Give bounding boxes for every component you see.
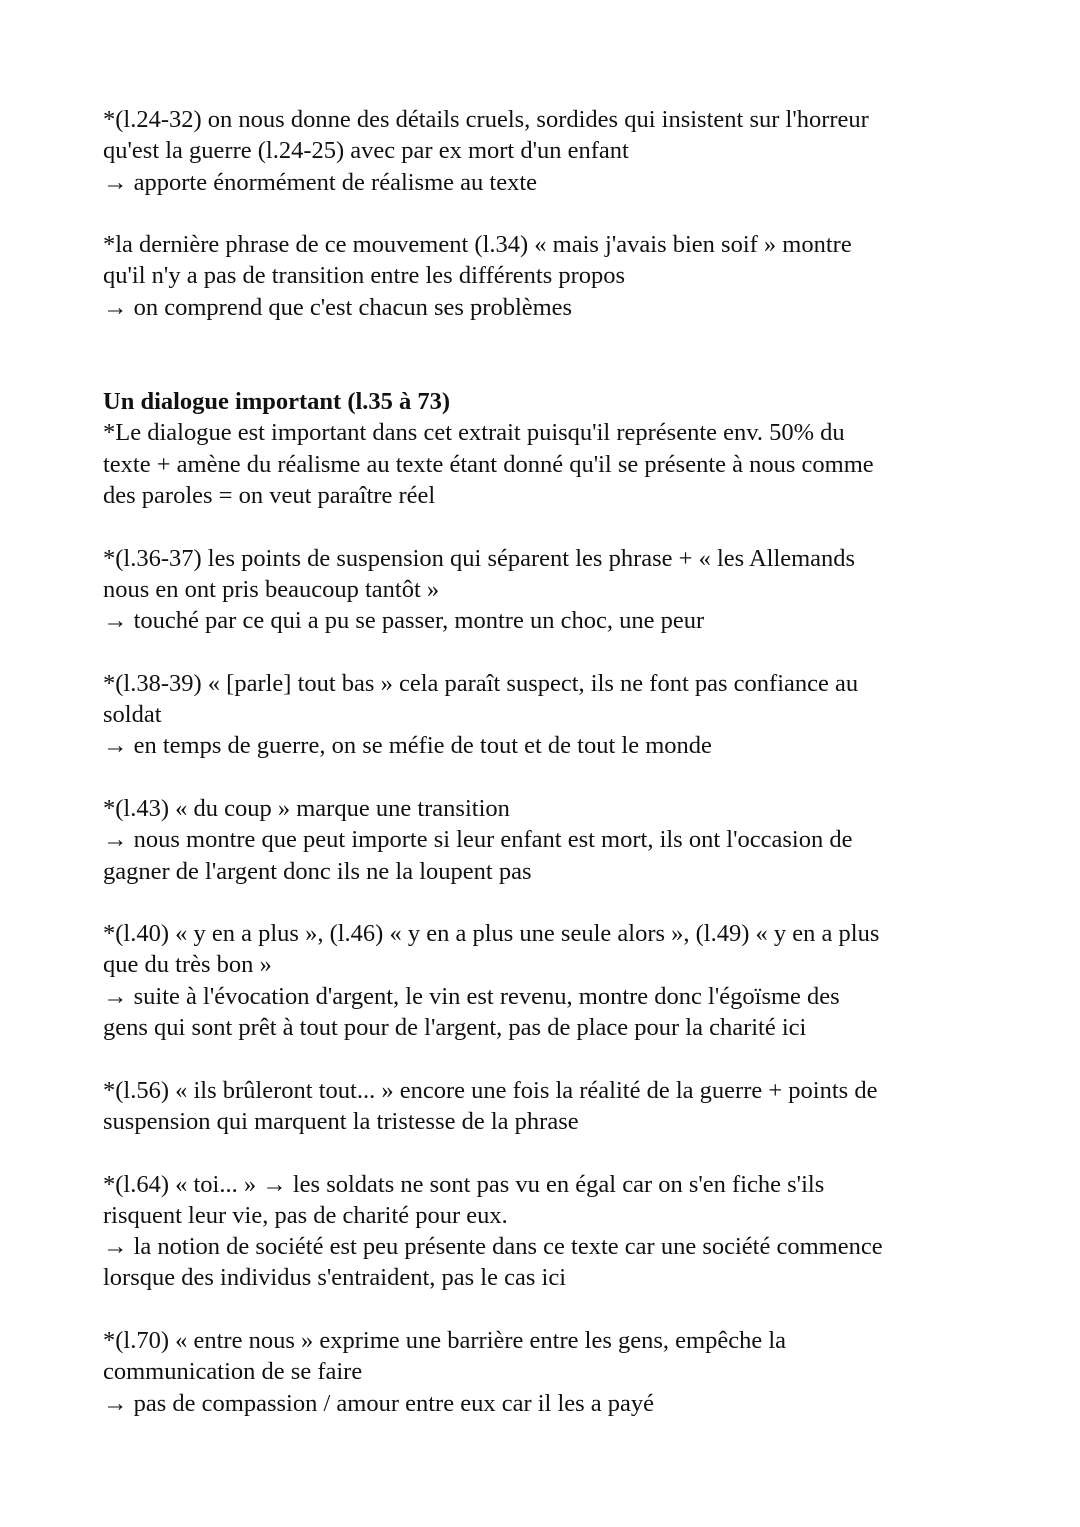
paragraph-spacer <box>103 762 1003 793</box>
paragraph-spacer <box>103 198 1003 229</box>
text-line: qu'il n'y a pas de transition entre les différents propos <box>103 262 626 290</box>
text-line: communication de se faire <box>103 1358 363 1386</box>
text-line: suspension qui marquent la tristesse de la phrase <box>103 1107 579 1135</box>
text-line: *(l.70) « entre nous » exprime une barrière entre les gens, empêche la <box>103 1326 786 1354</box>
paragraph-spacer <box>103 636 1003 667</box>
text-line: que du très bon » <box>103 951 272 979</box>
text-line: gens qui sont prêt à tout pour de l'argent, pas de place pour la charité ici <box>103 1014 807 1042</box>
text-line: → en temps de guerre, on se méfie de tout et de tout le monde <box>103 732 712 760</box>
text-line: *(l.24-32) on nous donne des détails cruels, sordides qui insistent sur l'horreur <box>103 106 869 133</box>
text-line: → pas de compassion / amour entre eux car il les a payé <box>103 1389 655 1417</box>
text-line: gagner de l'argent donc ils ne la loupent pas <box>103 857 532 885</box>
text-line: → touché par ce qui a pu se passer, montre un choc, une peur <box>103 607 705 635</box>
paragraph-spacer <box>103 511 1003 542</box>
paragraph-block <box>103 104 1003 198</box>
paragraph-block <box>103 417 1003 511</box>
paragraph-block <box>103 1169 1003 1294</box>
text-line: des paroles = on veut paraître réel <box>103 481 436 509</box>
text-line: risquent leur vie, pas de charité pour eux. <box>103 1201 508 1229</box>
paragraph-spacer <box>103 1043 1003 1074</box>
paragraph-block <box>103 793 1003 887</box>
text-line: → suite à l'évocation d'argent, le vin est revenu, montre donc l'égoïsme des <box>103 982 840 1010</box>
paragraph-block <box>103 668 1003 762</box>
section-spacer <box>103 323 1003 386</box>
paragraph-spacer <box>103 1137 1003 1168</box>
text-line: → on comprend que c'est chacun ses problèmes <box>103 293 573 321</box>
text-line: → nous montre que peut importe si leur enfant est mort, ils ont l'occasion de <box>103 826 853 854</box>
text-line: texte + amène du réalisme au texte étant donné qu'il se présente à nous comme <box>103 450 874 478</box>
paragraph-spacer <box>103 887 1003 918</box>
text-line: qu'est la guerre (l.24-25) avec par ex mort d'un enfant <box>103 137 629 165</box>
section-heading: Un dialogue important (l.35 à 73) <box>103 388 451 416</box>
text-line: lorsque des individus s'entraident, pas le cas ici <box>103 1264 566 1292</box>
paragraph-block <box>103 918 1003 1043</box>
text-line: nous en ont pris beaucoup tantôt » <box>103 575 440 603</box>
paragraph-block <box>103 1075 1003 1138</box>
paragraph-block <box>103 1325 1003 1419</box>
text-line: *Le dialogue est important dans cet extrait puisqu'il représente env. 50% du <box>103 419 845 447</box>
paragraph-block <box>103 229 1003 323</box>
text-line: *(l.56) « ils brûleront tout... » encore une fois la réalité de la guerre + points de <box>103 1076 878 1104</box>
document-page <box>103 104 1003 1419</box>
text-line: soldat <box>103 701 162 729</box>
paragraph-block <box>103 543 1003 637</box>
text-line: *la dernière phrase de ce mouvement (l.34) « mais j'avais bien soif » montre <box>103 231 852 259</box>
paragraph-spacer <box>103 1294 1003 1325</box>
text-line: → la notion de société est peu présente dans ce texte car une société commence <box>103 1233 883 1261</box>
text-line: *(l.43) « du coup » marque une transition <box>103 794 510 822</box>
text-line: *(l.38-39) « [parle] tout bas » cela paraît suspect, ils ne font pas confiance au <box>103 669 859 697</box>
text-line: → apporte énormément de réalisme au texte <box>103 168 538 196</box>
text-line: *(l.40) « y en a plus », (l.46) « y en a plus une seule alors », (l.49) « y en a plus <box>103 920 880 948</box>
text-line: *(l.64) « toi... » → les soldats ne sont pas vu en égal car on s'en fiche s'ils <box>103 1170 825 1198</box>
text-line: *(l.36-37) les points de suspension qui séparent les phrase + « les Allemands <box>103 544 856 572</box>
